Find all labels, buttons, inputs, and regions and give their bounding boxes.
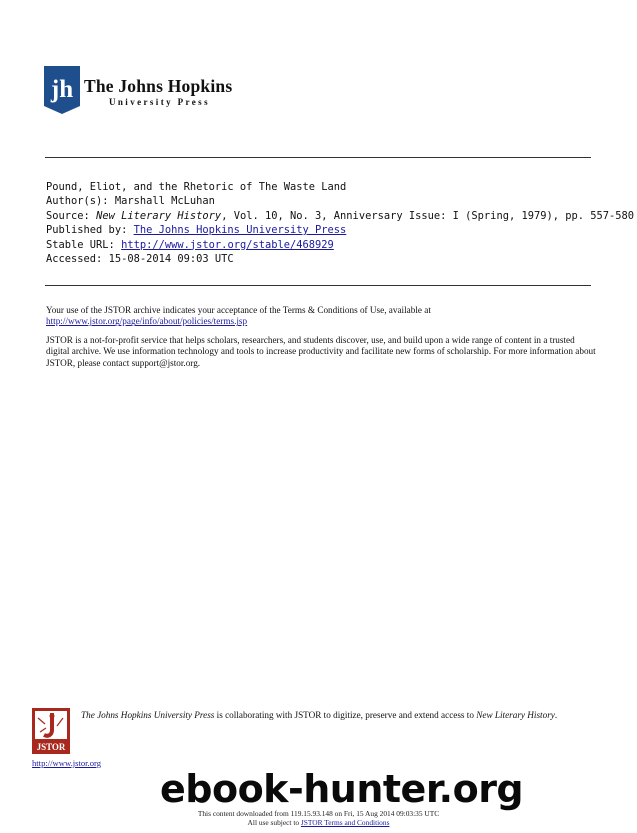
terms-link[interactable]: http://www.jstor.org/page/info/about/policies/terms.jsp <box>46 316 248 327</box>
subject-prefix: All use subject to <box>247 818 301 827</box>
collab-publisher: The Johns Hopkins University Press <box>81 710 215 720</box>
collab-text: is collaborating with JSTOR to digitize, preserve and extend access to <box>214 710 477 720</box>
publisher-link[interactable]: The Johns Hopkins University Press <box>133 224 347 237</box>
authors-label: Author(s): <box>46 195 109 208</box>
middle-divider <box>45 285 591 286</box>
accessed-label: Accessed: <box>46 253 103 266</box>
watermark: ebook-hunter.org <box>160 767 524 811</box>
article-title: Pound, Eliot, and the Rhetoric of The Waste Land <box>46 181 347 193</box>
download-notice: This content downloaded from 119.15.93.148 on Fri, 15 Aug 2014 09:03:35 UTC <box>197 809 440 818</box>
logo-letters: jh <box>50 76 74 103</box>
published-line <box>46 223 606 237</box>
stable-url-line <box>46 238 606 252</box>
terms-paragraph <box>46 305 596 328</box>
published-label: Published by: <box>46 224 128 237</box>
collaboration-note <box>81 709 596 722</box>
jstor-home-link[interactable]: http://www.jstor.org <box>32 758 101 768</box>
publisher-subname: University Press <box>109 97 210 107</box>
terms-notice <box>0 818 637 827</box>
terms-block <box>46 305 596 376</box>
stable-url-label: Stable URL: <box>46 238 115 251</box>
authors-value: Marshall McLuhan <box>114 195 215 208</box>
accessed-line <box>46 252 606 266</box>
publisher-name: The Johns Hopkins <box>84 76 233 96</box>
publisher-logo <box>44 66 234 114</box>
terms-text: Your use of the JSTOR archive indicates your acceptance of the Terms & Conditions of Use, available at <box>46 305 431 315</box>
jstor-logo-icon <box>32 708 70 754</box>
jh-logo-icon <box>44 66 80 114</box>
source-line <box>46 209 635 223</box>
authors-line <box>46 194 606 208</box>
top-divider <box>45 157 591 158</box>
source-label: Source: <box>46 209 90 222</box>
citation-block <box>46 180 635 266</box>
collab-end: . <box>554 710 558 720</box>
source-journal: New Literary History <box>96 209 222 222</box>
accessed-value: 15-08-2014 09:03 UTC <box>108 253 234 266</box>
jstor-terms-link[interactable]: JSTOR Terms and Conditions <box>300 818 390 827</box>
source-details: , Vol. 10, No. 3, Anniversary Issue: I (Spring, 1979), pp. 557-580 <box>221 209 635 222</box>
about-jstor-paragraph: JSTOR is a not-for-profit service that helps scholars, researchers, and students discover, use, and build upon a wide range of content in a trusted digital archive. We use information technology and tools to increase productivity and facilitate new forms of scholarship. For more information about JSTOR, please contact support@jstor.org. <box>46 334 596 368</box>
collab-journal: New Literary History <box>476 710 555 720</box>
stable-url-link[interactable]: http://www.jstor.org/stable/468929 <box>121 238 334 251</box>
jstor-logo-text: JSTOR <box>36 742 66 752</box>
